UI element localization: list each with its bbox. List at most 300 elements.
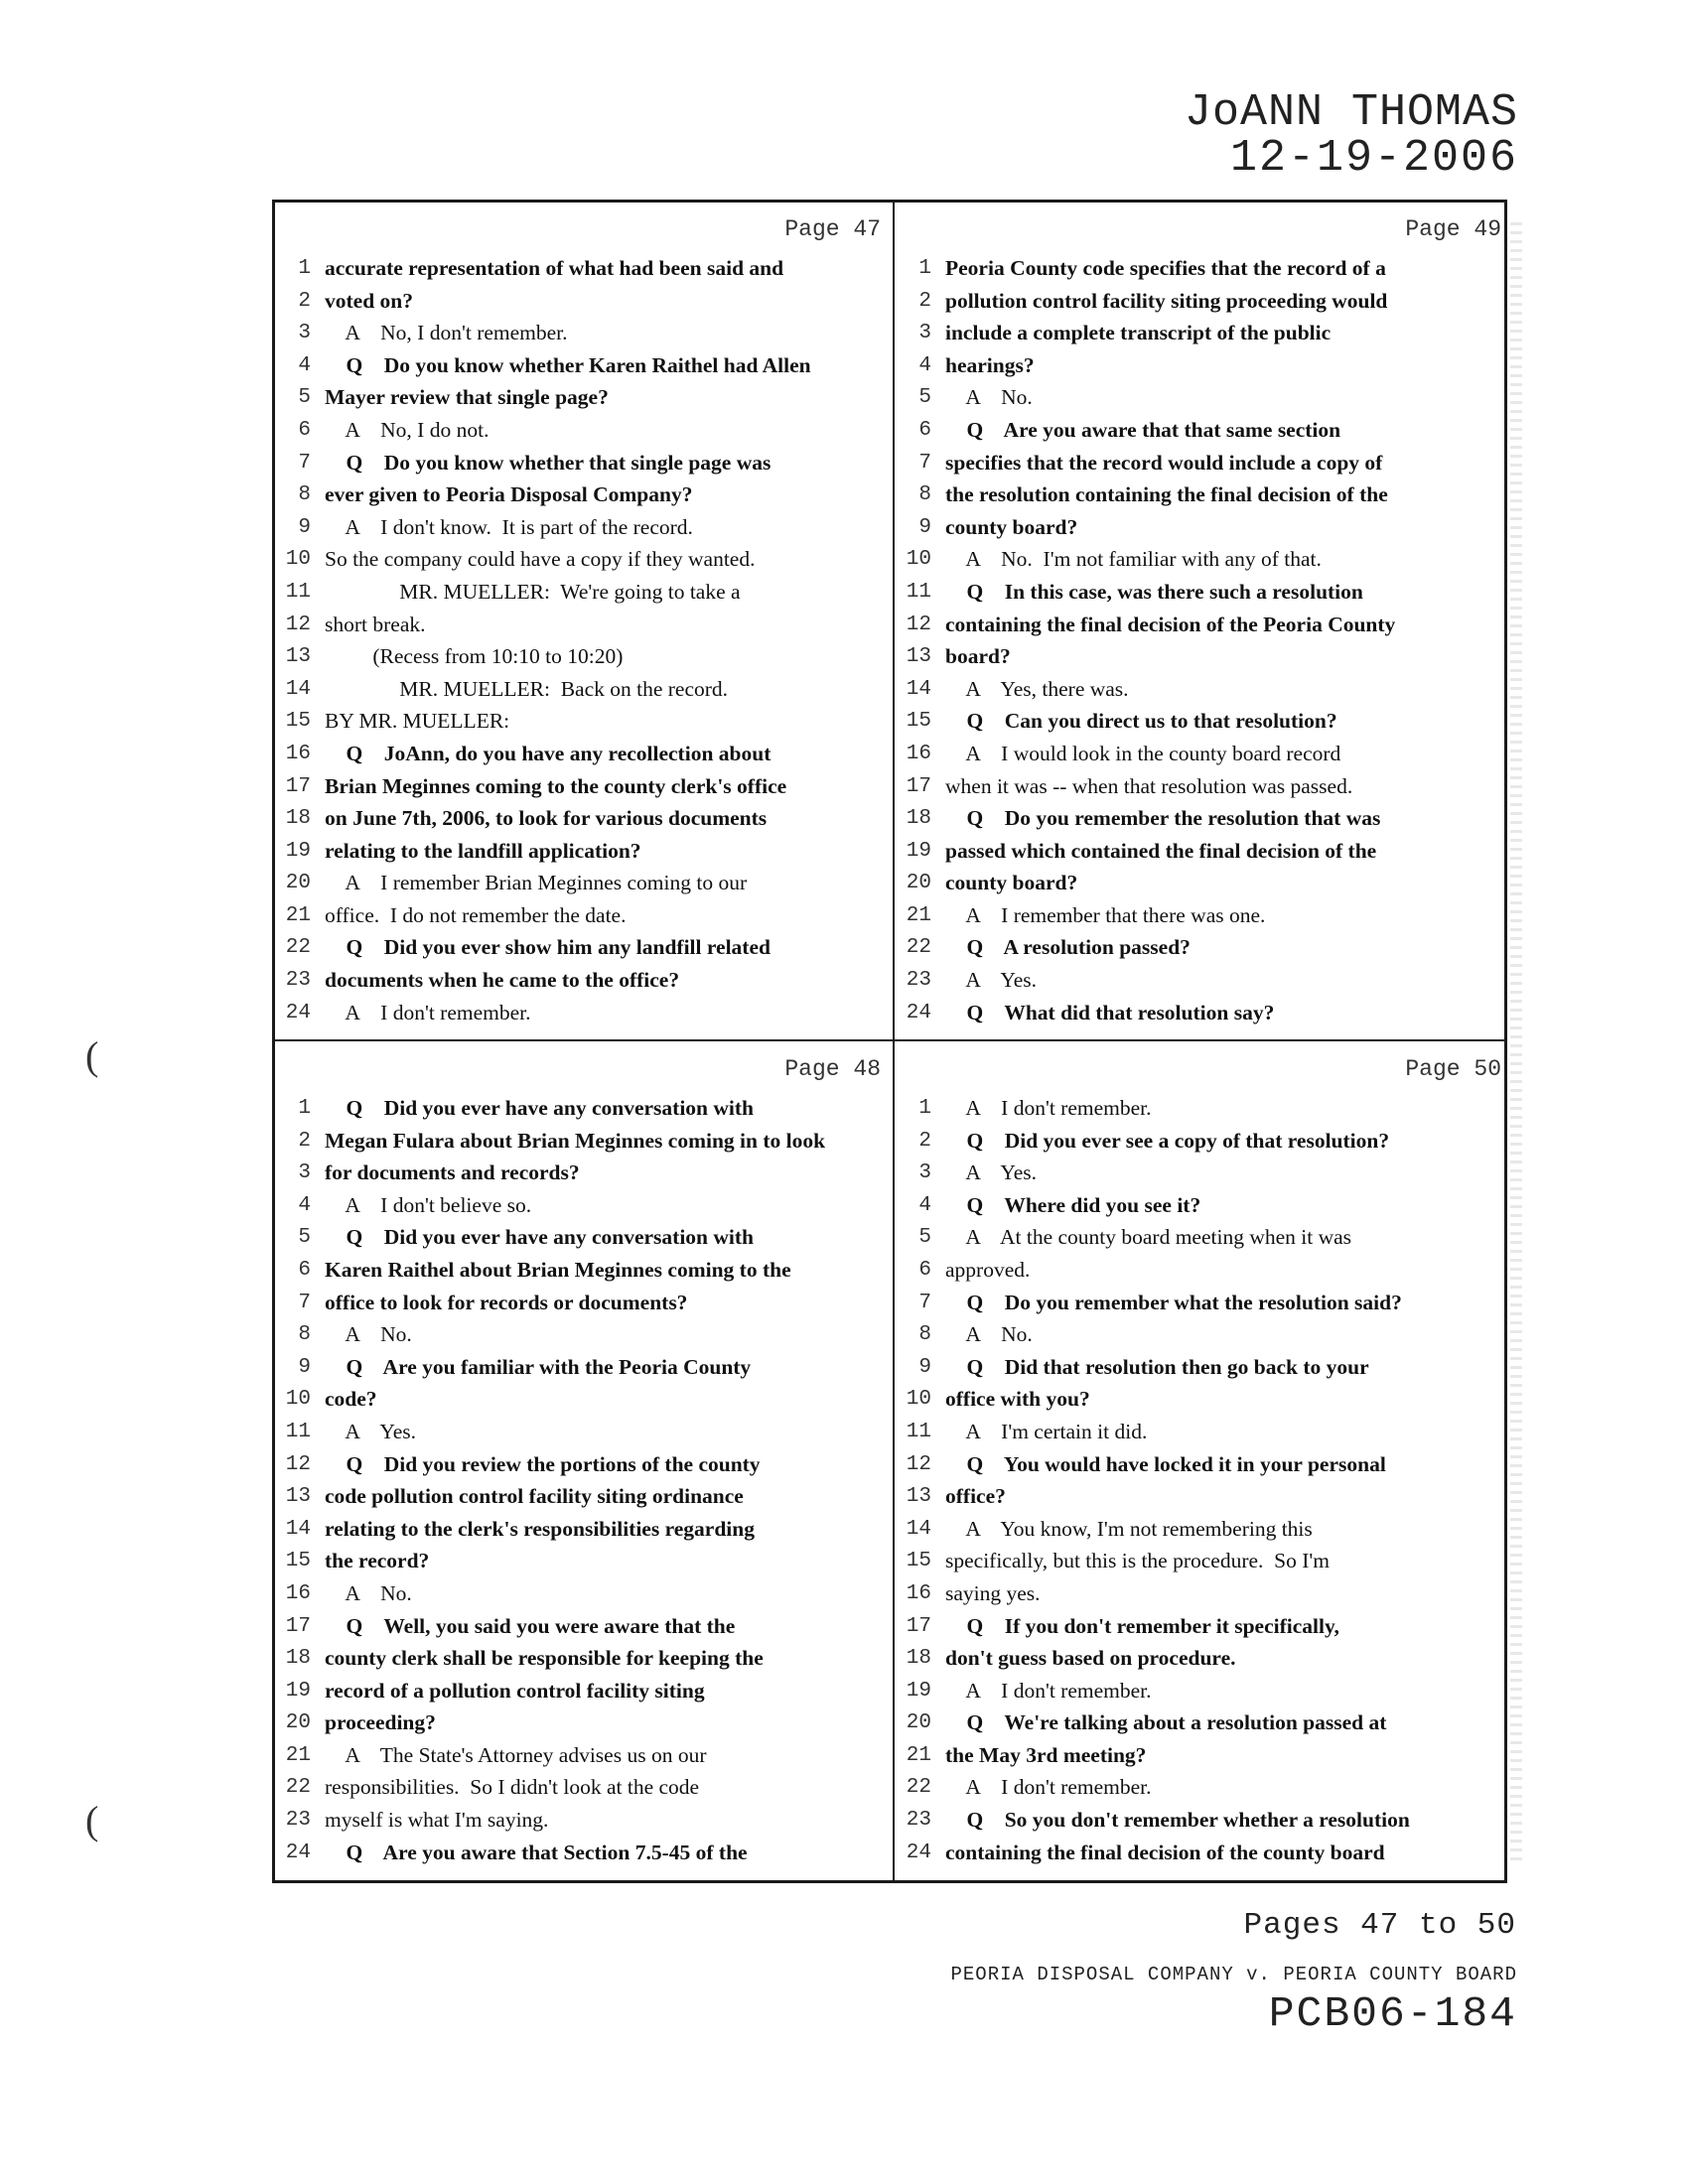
line-number: 2 [918,289,931,313]
line-text: office with you? [945,1387,1090,1412]
line-number: 2 [298,289,311,313]
transcript-line [275,513,889,546]
line-number: 10 [906,1388,931,1412]
transcript-line [896,966,1509,999]
transcript-line [275,287,889,320]
line-number: 6 [298,418,311,442]
line-text: Q Did you ever see a copy of that resolution? [945,1128,1390,1153]
transcript-grid [272,200,1507,1883]
transcript-line [896,804,1509,837]
line-text: documents when he came to the office? [325,968,680,993]
transcript-line [896,1677,1509,1709]
line-number: 19 [906,839,931,863]
line-number: 18 [906,1647,931,1671]
line-number: 16 [285,742,311,765]
line-text: specifically, but this is the procedure. So I'm [945,1549,1330,1573]
line-text: containing the final decision of the county board [945,1840,1385,1864]
transcript-line [275,480,889,513]
transcript-line [896,901,1509,934]
transcript-line [896,1256,1509,1289]
line-text: A No, I do not. [325,417,490,442]
line-text: Q Are you aware that Section 7.5-45 of the [325,1840,748,1864]
transcript-line [896,1320,1509,1353]
transcript-line [896,1741,1509,1774]
line-number: 6 [298,1258,311,1282]
line-text: code pollution control facility siting ordinance [325,1484,744,1509]
line-number: 11 [906,580,931,604]
line-number: 12 [285,613,311,636]
line-text: A No. [325,1580,412,1605]
transcript-line [275,578,889,611]
line-text: A No. [945,1322,1033,1347]
line-number: 12 [906,1452,931,1476]
transcript-line [896,1806,1509,1839]
line-text: A I don't remember. [945,1775,1152,1800]
line-number: 9 [298,1355,311,1379]
line-text: Q Well, you said you were aware that the [325,1613,736,1638]
line-text: short break. [325,612,426,636]
transcript-line [896,772,1509,805]
line-number: 9 [918,1355,931,1379]
line-text: hearings? [945,352,1035,377]
line-text: A No, I don't remember. [325,321,568,345]
transcript-line [275,1320,889,1353]
line-number: 12 [906,613,931,636]
transcript-line [896,837,1509,870]
line-number: 20 [906,872,931,895]
line-text: A I don't believe so. [325,1192,532,1217]
line-text: BY MR. MUELLER: [325,709,510,734]
line-number: 5 [298,386,311,410]
line-number: 3 [918,322,931,345]
transcript-line [896,416,1509,449]
transcript-line [275,319,889,351]
transcript-page [275,203,889,1036]
transcript-line [275,1806,889,1839]
line-number: 24 [285,1001,311,1024]
line-number: 18 [906,807,931,831]
line-number: 21 [285,903,311,927]
margin-mark: ( [85,1033,99,1078]
transcript-line [896,480,1509,513]
line-number: 4 [298,1193,311,1217]
line-number: 16 [906,1581,931,1605]
line-text: A I don't know. It is part of the record. [325,514,693,539]
line-number: 20 [906,1711,931,1735]
line-text: A I don't remember. [325,1000,531,1024]
line-number: 17 [285,1614,311,1638]
margin-mark: ( [85,1798,99,1843]
line-text: specifies that the record would include a copy of [945,450,1383,475]
line-text: A The State's Attorney advises us on our [325,1742,707,1767]
transcript-line [896,1094,1509,1127]
line-number: 24 [285,1841,311,1864]
page-number: Page 48 [784,1056,881,1082]
line-number: 16 [906,742,931,765]
line-number: 13 [906,645,931,669]
transcript-line [896,1839,1509,1871]
line-text: office. I do not remember the date. [325,902,627,927]
line-text: include a complete transcript of the public [945,321,1332,345]
line-number: 23 [906,1809,931,1833]
transcript-line [275,933,889,966]
line-number: 1 [918,1097,931,1120]
transcript-page [896,1042,1509,1876]
line-text: Q JoAnn, do you have any recollection about [325,741,772,765]
line-text: A Yes. [945,968,1038,993]
transcript-line [275,740,889,772]
line-text: A I don't remember. [945,1678,1152,1703]
transcript-line [275,1839,889,1871]
transcript-line [896,351,1509,384]
line-text: Q Do you know whether that single page was [325,450,772,475]
transcript-line [275,1223,889,1256]
line-text: A I'm certain it did. [945,1419,1148,1443]
line-text: Megan Fulara about Brian Meginnes coming in to look [325,1128,826,1153]
transcript-line [275,869,889,901]
transcript-line [275,772,889,805]
transcript-line [275,675,889,708]
line-text: A Yes. [325,1419,417,1443]
line-number: 1 [918,257,931,280]
line-number: 18 [285,807,311,831]
line-text: proceeding? [325,1710,436,1735]
transcript-line [896,254,1509,287]
transcript-line [275,1482,889,1515]
line-number: 14 [906,677,931,701]
line-text: the record? [325,1549,430,1573]
transcript-line [275,254,889,287]
page-number: Page 50 [1405,1056,1501,1082]
line-text: A Yes, there was. [945,676,1129,701]
line-text: when it was -- when that resolution was passed. [945,773,1353,798]
line-text: Q Do you know whether Karen Raithel had Allen [325,352,811,377]
transcript-line [275,1677,889,1709]
transcript-line [275,1191,889,1224]
transcript-line [275,707,889,740]
line-number: 7 [918,1291,931,1314]
transcript-line [896,1482,1509,1515]
line-text: Q What did that resolution say? [945,1000,1275,1024]
line-text: voted on? [325,288,413,313]
line-text: A I remember Brian Meginnes coming to our [325,871,748,895]
line-number: 19 [906,1679,931,1703]
line-text: county board? [945,871,1078,895]
transcript-line [896,287,1509,320]
line-text: MR. MUELLER: We're going to take a [325,579,741,604]
line-text: pollution control facility siting proceeding would [945,288,1388,313]
transcript-line [896,578,1509,611]
transcript-page [896,203,1509,1036]
line-number: 15 [285,710,311,734]
line-text: A At the county board meeting when it was [945,1225,1352,1250]
line-number: 2 [298,1129,311,1153]
transcript-line [275,1708,889,1741]
deposition-date: 12-19-2006 [1229,133,1518,184]
line-text: county board? [945,514,1078,539]
line-text: the resolution containing the final decision of the [945,482,1388,507]
line-text: board? [945,644,1011,669]
line-number: 15 [285,1550,311,1573]
transcript-line [275,642,889,675]
line-number: 10 [285,1388,311,1412]
line-text: Q Do you remember what the resolution said? [945,1290,1402,1314]
transcript-line [896,1191,1509,1224]
transcript-line [896,1127,1509,1160]
line-text: Q So you don't remember whether a resolution [945,1808,1410,1833]
line-number: 6 [918,418,931,442]
transcript-line [275,351,889,384]
line-text: myself is what I'm saying. [325,1808,549,1833]
page-number: Page 49 [1405,216,1501,242]
transcript-line [275,611,889,643]
line-text: Q Are you familiar with the Peoria County [325,1354,752,1379]
line-text: ever given to Peoria Disposal Company? [325,482,693,507]
line-number: 9 [918,515,931,539]
line-text: Q We're talking about a resolution passed at [945,1710,1387,1735]
line-number: 13 [285,1485,311,1509]
line-number: 17 [285,774,311,798]
transcript-line [275,383,889,416]
line-number: 3 [918,1161,931,1185]
line-number: 17 [906,774,931,798]
line-number: 21 [285,1743,311,1767]
transcript-line [275,1127,889,1160]
transcript-line [896,933,1509,966]
line-number: 20 [285,872,311,895]
transcript-line [275,837,889,870]
line-text: (Recess from 10:10 to 10:20) [325,644,624,669]
line-number: 13 [285,645,311,669]
transcript-line [275,1547,889,1579]
transcript-line [896,611,1509,643]
line-number: 4 [298,353,311,377]
transcript-line [896,1579,1509,1612]
transcript-line [275,1353,889,1386]
line-text: the May 3rd meeting? [945,1742,1147,1767]
line-text: A No. [325,1322,412,1347]
transcript-line [896,1515,1509,1548]
line-number: 5 [918,386,931,410]
line-text: A I remember that there was one. [945,902,1266,927]
transcript-line [275,999,889,1031]
transcript-line [275,1385,889,1418]
case-caption: PEORIA DISPOSAL COMPANY v. PEORIA COUNTY BOARD [950,1964,1517,1985]
line-text: responsibilities. So I didn't look at the code [325,1775,700,1800]
page-number: Page 47 [784,216,881,242]
transcript-line [275,1579,889,1612]
transcript-line [896,869,1509,901]
line-number: 11 [285,580,311,604]
line-text: A You know, I'm not remembering this [945,1516,1313,1541]
transcript-line [896,1547,1509,1579]
transcript-line [896,1773,1509,1806]
line-number: 22 [906,1776,931,1800]
line-text: Q Did that resolution then go back to your [945,1354,1369,1379]
line-text: Brian Meginnes coming to the county clerk's office [325,773,787,798]
transcript-line [896,1418,1509,1450]
line-text: Q Did you ever show him any landfill related [325,935,771,960]
line-number: 19 [285,839,311,863]
transcript-line [896,675,1509,708]
line-text: accurate representation of what had been said and [325,256,784,280]
transcript-line [896,1289,1509,1321]
line-text: A I would look in the county board record [945,741,1341,765]
line-number: 14 [285,1517,311,1541]
transcript-line [896,513,1509,546]
line-text: Q In this case, was there such a resolution [945,579,1363,604]
line-text: Mayer review that single page? [325,385,609,410]
line-text: Q Did you ever have any conversation with [325,1096,754,1120]
line-number: 3 [298,322,311,345]
line-number: 8 [918,1323,931,1347]
transcript-line [275,966,889,999]
line-number: 10 [285,548,311,572]
transcript-line [275,1741,889,1774]
line-text: relating to the clerk's responsibilities regarding [325,1516,755,1541]
line-text: relating to the landfill application? [325,838,641,863]
line-number: 9 [298,515,311,539]
line-number: 19 [285,1679,311,1703]
transcript-line [896,1708,1509,1741]
line-number: 23 [285,1809,311,1833]
line-number: 10 [906,548,931,572]
line-text: A Yes. [945,1160,1038,1185]
transcript-line [275,1612,889,1645]
line-text: Q Do you remember the resolution that was [945,806,1381,831]
line-text: code? [325,1387,377,1412]
line-text: Q Can you direct us to that resolution? [945,709,1337,734]
line-text: A I don't remember. [945,1096,1152,1120]
line-text: Q A resolution passed? [945,935,1191,960]
page-range: Pages 47 to 50 [1243,1908,1516,1943]
transcript-line [896,642,1509,675]
docket-number: PCB06-184 [1268,1989,1517,2038]
transcript-line [275,1094,889,1127]
line-number: 22 [906,936,931,960]
line-number: 7 [298,1291,311,1314]
transcript-line [896,1450,1509,1483]
transcript-line [896,740,1509,772]
scan-edge [1510,222,1522,1860]
line-text: for documents and records? [325,1160,580,1185]
witness-name: JoANN THOMAS [1184,87,1518,138]
transcript-line [896,999,1509,1031]
transcript-line [896,1612,1509,1645]
line-number: 14 [285,677,311,701]
line-text: office to look for records or documents? [325,1290,688,1314]
line-number: 23 [285,969,311,993]
transcript-lines [896,1094,1509,1870]
row-divider [275,1039,1504,1041]
line-number: 7 [298,451,311,475]
line-text: A No. I'm not familiar with any of that. [945,547,1322,572]
transcript-line [896,545,1509,578]
line-text: approved. [945,1257,1031,1282]
line-text: saying yes. [945,1580,1041,1605]
line-number: 4 [918,353,931,377]
line-number: 6 [918,1258,931,1282]
transcript-line [896,319,1509,351]
line-number: 13 [906,1485,931,1509]
line-number: 22 [285,936,311,960]
line-text: Q Where did you see it? [945,1192,1201,1217]
line-number: 11 [285,1420,311,1443]
line-number: 1 [298,1097,311,1120]
line-text: Karen Raithel about Brian Meginnes coming to the [325,1257,791,1282]
transcript-line [275,804,889,837]
transcript-line [896,1223,1509,1256]
line-number: 24 [906,1001,931,1024]
line-number: 12 [285,1452,311,1476]
transcript-line [275,416,889,449]
line-number: 17 [906,1614,931,1638]
line-number: 14 [906,1517,931,1541]
line-number: 15 [906,1550,931,1573]
line-number: 2 [918,1129,931,1153]
line-text: A No. [945,385,1033,410]
transcript-line [275,1418,889,1450]
line-text: Q Did you review the portions of the county [325,1451,761,1476]
line-number: 23 [906,969,931,993]
line-text: Q Did you ever have any conversation with [325,1225,754,1250]
line-number: 8 [298,483,311,507]
line-number: 20 [285,1711,311,1735]
transcript-lines [896,254,1509,1030]
line-text: Q You would have locked it in your personal [945,1451,1386,1476]
line-text: containing the final decision of the Peoria County [945,612,1396,636]
line-number: 4 [918,1193,931,1217]
line-text: passed which contained the final decision of the [945,838,1377,863]
line-number: 5 [918,1226,931,1250]
transcript-line [896,383,1509,416]
line-text: Q Are you aware that that same section [945,417,1341,442]
line-text: don't guess based on procedure. [945,1646,1236,1671]
transcript-line [275,449,889,481]
line-number: 21 [906,903,931,927]
line-text: on June 7th, 2006, to look for various documents [325,806,768,831]
line-text: So the company could have a copy if they wanted. [325,547,756,572]
transcript-line [896,1385,1509,1418]
transcript-line [275,1773,889,1806]
line-text: office? [945,1484,1006,1509]
transcript-line [896,1644,1509,1677]
transcript-lines [275,1094,889,1870]
transcript-lines [275,254,889,1030]
line-number: 5 [298,1226,311,1250]
transcript-line [275,1289,889,1321]
transcript-line [896,707,1509,740]
transcript-line [275,1644,889,1677]
line-text: MR. MUELLER: Back on the record. [325,676,729,701]
transcript-page [275,1042,889,1876]
line-number: 1 [298,257,311,280]
line-number: 11 [906,1420,931,1443]
transcript-line [896,449,1509,481]
line-number: 8 [298,1323,311,1347]
transcript-line [896,1159,1509,1191]
line-text: county clerk shall be responsible for keeping the [325,1646,764,1671]
line-number: 15 [906,710,931,734]
line-text: Q If you don't remember it specifically, [945,1613,1339,1638]
line-number: 24 [906,1841,931,1864]
line-number: 22 [285,1776,311,1800]
line-number: 3 [298,1161,311,1185]
column-divider [893,203,895,1880]
line-number: 7 [918,451,931,475]
line-number: 8 [918,483,931,507]
transcript-line [275,1515,889,1548]
